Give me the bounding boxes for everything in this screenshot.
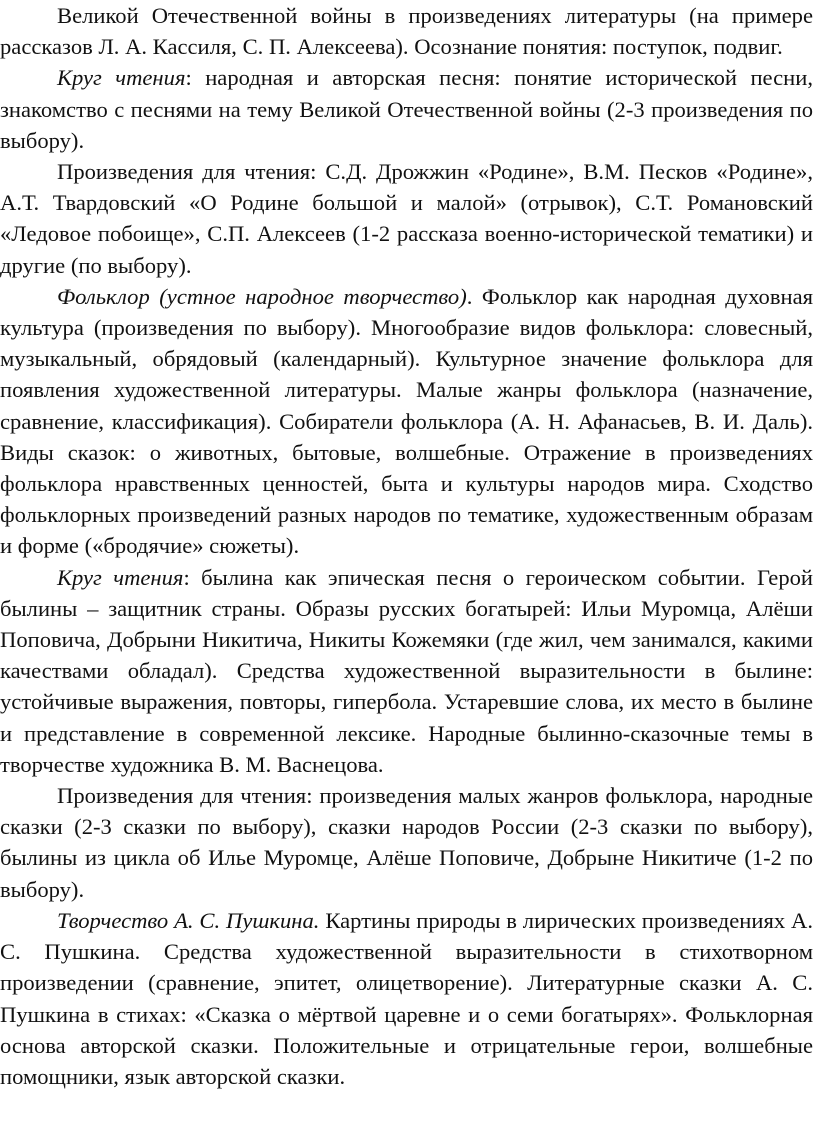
paragraph-4-text: . Фольклор как народная духовная культура (произведения по выбору). Многообразие видов фольклора: словесный, музыкальный, обрядовый (календарный). Культурное значение фольклора для появления художественной литературы. Малые жанры фольклора (назначение, сравнение, классификация). Собиратели фольклора (А. Н. Афанасьев, В. И. Даль). Виды сказок: о животных, бытовые, волшебные. Отражение в произведениях фольклора нравственных ценностей, быта и культуры народов мира. Сходство фольклорных произведений разных народов по тематике, художественным образам и форме («бродячие» сюжеты). [0,283,813,559]
paragraph-3-text: Произведения для чтения: С.Д. Дрожжин «Родине», В.М. Песков «Родине», А.Т. Твардовский «О Родине большой и малой» (отрывок), С.Т. Романовский «Ледовое побоище», С.П. Алексеев (1-2 рассказа военно-исторической тематики) и другие (по выбору). [0,159,813,278]
paragraph-4-italic: Фольклор (устное народное творчество) [57,283,467,309]
paragraph-5-text: : былина как эпическая песня о героическом событии. Герой былины – защитник страны. Образы русских богатырей: Ильи Муромца, Алёши Поповича, Добрыни Никитича, Никиты Кожемяки (где жил, чем занимался, какими качествами обладал). Средства художественной выразительности в былине: устойчивые выражения, повторы, гипербола. Устаревшие слова, их место в былине и представление в современной лексике. Народные былинно-сказочные темы в творчестве художника В. М. Васнецова. [0,564,813,777]
paragraph-1-text: Великой Отечественной войны в произведениях литературы (на примере рассказов Л. А. Кассиля, С. П. Алексеева). Осознание понятия: поступок, подвиг. [0,3,813,60]
paragraph-1 [0,0,813,62]
paragraph-2-italic: Круг чтения [57,65,186,91]
paragraph-7 [0,905,813,1092]
paragraph-4 [0,281,813,562]
paragraph-3 [0,156,813,281]
paragraph-6 [0,780,813,905]
paragraph-6-text: Произведения для чтения: произведения малых жанров фольклора, народные сказки (2-3 сказки по выбору), сказки народов России (2-3 сказки по выбору), былины из цикла об Илье Муромце, Алёше Поповиче, Добрыне Никитиче (1-2 по выбору). [0,783,813,902]
paragraph-5 [0,562,813,780]
paragraph-5-italic: Круг чтения [57,564,184,590]
paragraph-2-text: : народная и авторская песня: понятие исторической песни, знакомство с песнями на тему Великой Отечественной войны (2-3 произведения по выбору). [0,65,814,153]
paragraph-7-text: Картины природы в лирических произведениях А. С. Пушкина. Средства художественной выразительности в стихотворном произведении (сравнение, эпитет, олицетворение). Литературные сказки А. С. Пушкина в стихах: «Сказка о мёртвой царевне и о семи богатырях». Фольклорная основа авторской сказки. Положительные и отрицательные герои, волшебные помощники, язык авторской сказки. [0,907,814,1089]
paragraph-7-italic: Творчество А. С. Пушкина. [57,907,320,933]
paragraph-2 [0,62,813,156]
